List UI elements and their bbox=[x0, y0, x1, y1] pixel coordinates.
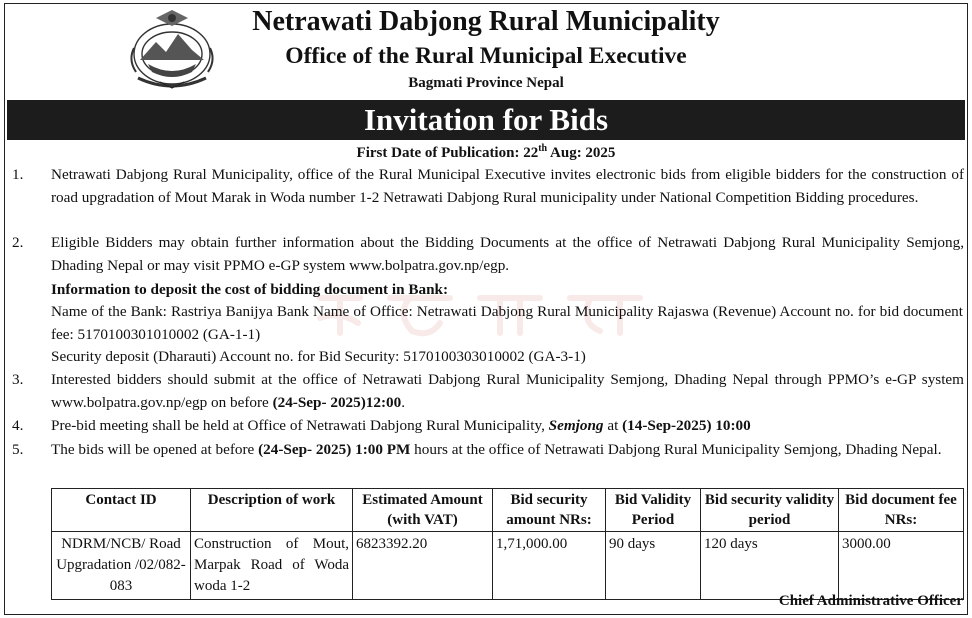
cell-description: Construction of Mout, Marpak Road of Woda woda 1-2 bbox=[191, 532, 353, 600]
prebid-datetime: (14-Sep-2025) 10:00 bbox=[622, 417, 751, 434]
item-text-end: hours at the office of Netrawati Dabjong Rural Municipality Semjong, Dhading Nepal. bbox=[410, 441, 942, 458]
list-item bbox=[12, 164, 964, 209]
item-text bbox=[51, 415, 964, 438]
item-text-end: . bbox=[401, 393, 406, 411]
cell-contact-id: NDRM/NCB/ Road Upgradation /02/082-083 bbox=[52, 532, 191, 600]
cell-security-validity: 120 days bbox=[701, 532, 839, 600]
cell-bid-security: 1,71,000.00 bbox=[493, 532, 606, 600]
signature-line: Chief Administrative Officer bbox=[778, 593, 963, 609]
cell-estimated-amount: 6823392.20 bbox=[353, 532, 493, 600]
office-title: Office of the Rural Municipal Executive bbox=[285, 43, 687, 69]
col-estimated-amount: Estimated Amount (with VAT) bbox=[353, 489, 493, 532]
item-number: 5. bbox=[12, 441, 24, 458]
item-number: 3. bbox=[12, 371, 24, 388]
col-security-validity: Bid security validity period bbox=[701, 489, 839, 532]
item-text bbox=[51, 439, 964, 462]
col-bid-security: Bid security amount NRs: bbox=[493, 489, 606, 532]
item-number: 4. bbox=[12, 417, 24, 434]
publication-date-suffix: th bbox=[538, 143, 548, 154]
item-text-main: The bids will be opened at before bbox=[51, 441, 259, 458]
publication-date-label: First Date of Publication: 22 bbox=[356, 145, 539, 161]
province-line: Bagmati Province Nepal bbox=[408, 75, 564, 91]
publication-date-rest: Aug: 2025 bbox=[547, 145, 616, 161]
col-bid-validity: Bid Validity Period bbox=[606, 489, 701, 532]
bank-info-heading: Information to deposit the cost of bidding document in Bank: bbox=[51, 281, 449, 298]
item-text bbox=[51, 232, 964, 277]
item-number: 2. bbox=[12, 234, 24, 251]
list-item bbox=[12, 439, 964, 462]
bid-details-table bbox=[51, 488, 964, 600]
security-deposit-line: Security deposit (Dharauti) Account no. for Bid Security: 5170100303010002 (GA-3-1) bbox=[51, 348, 586, 365]
item-text bbox=[51, 369, 964, 414]
list-item bbox=[12, 369, 964, 414]
cell-bid-validity: 90 days bbox=[606, 532, 701, 600]
item-text-main: Pre-bid meeting shall be held at Office of Netrawati Dabjong Rural Municipality, bbox=[51, 417, 549, 434]
item-number: 1. bbox=[12, 166, 24, 183]
list-item bbox=[12, 232, 964, 277]
opening-datetime: (24-Sep- 2025) 1:00 PM bbox=[258, 441, 411, 458]
submission-deadline: (24-Sep- 2025)12:00 bbox=[272, 393, 402, 411]
municipality-title: Netrawati Dabjong Rural Municipality bbox=[252, 6, 720, 37]
item-text: Netrawati Dabjong Rural Municipality, office of the Rural Municipal Executive invites electronic bids from eligible bidders for the construction of road upgradation of Mout Marak in Woda number 1-2 Netrawati Dabjong Rural municipality under National Competition Bidding procedures. bbox=[51, 166, 964, 206]
col-contact-id: Contact ID bbox=[52, 489, 191, 532]
list-item bbox=[12, 415, 964, 438]
item-text-main: Eligible Bidders may obtain further information about the Bidding Documents at the office of Netrawati Dabjong Rural Municipality Semjong, Dhading Nepal or may visit PPMO e-GP system www.bolpatra.gov.np/egp. bbox=[51, 234, 964, 274]
bank-account-line: Name of the Bank: Rastriya Banijya Bank Name of Office: Netrawati Dabjong Rural Municipality Rajaswa (Revenue) Account no. for bid document fee: 5170100301010002 (GA-1-1) bbox=[51, 303, 963, 343]
col-doc-fee: Bid document fee NRs: bbox=[839, 489, 964, 532]
invitation-banner: Invitation for Bids bbox=[7, 100, 965, 140]
publication-date bbox=[7, 144, 965, 163]
col-description: Description of work bbox=[191, 489, 353, 532]
table-row bbox=[52, 532, 964, 600]
cell-doc-fee: 3000.00 bbox=[839, 532, 964, 600]
item-text-main: Interested bidders should submit at the office of Netrawati Dabjong Rural Municipality Semjong, Dhading Nepal through PPMO’s e-GP system www.bolpatra.gov.np/egp on before bbox=[51, 371, 964, 411]
prebid-place: Semjong bbox=[548, 417, 604, 434]
item-text-mid: at bbox=[603, 417, 623, 434]
table-header-row bbox=[52, 489, 964, 532]
